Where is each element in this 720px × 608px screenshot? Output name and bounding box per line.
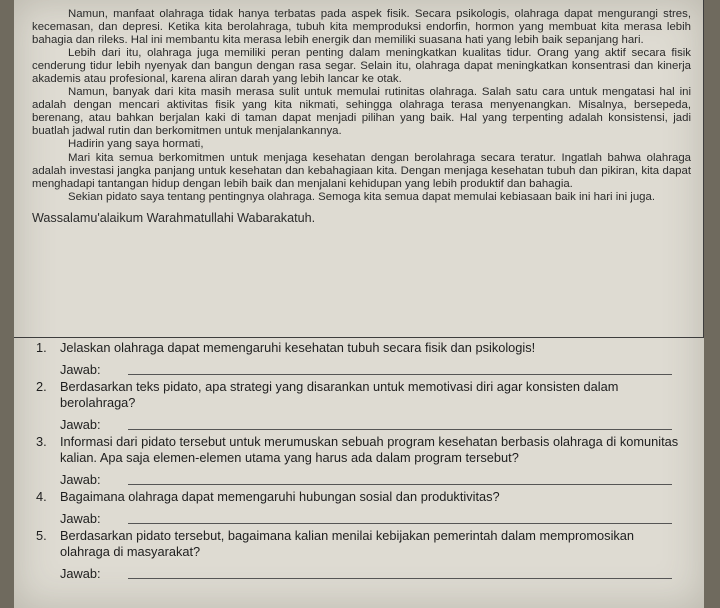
question-number: 5. xyxy=(36,528,47,543)
answer-row[interactable] xyxy=(60,414,686,434)
question-number: 1. xyxy=(36,340,47,355)
question-item xyxy=(36,528,686,560)
answer-line[interactable] xyxy=(128,374,672,375)
paragraph-sleep-quality: Lebih dari itu, olahraga juga memiliki peran penting dalam meningkatkan kualitas tidur. Orang yang aktif secara fisik cenderung tidur lebih nyenyak dan bangun dengan rasa segar. Selain itu, olahraga dapat meningkatkan konsentrasi dan kinerja akademis atau profesional, karena aliran darah yang lebih lancar ke otak. xyxy=(32,47,691,86)
question-item xyxy=(36,489,686,505)
answer-line[interactable] xyxy=(128,429,672,430)
speech-text-box xyxy=(14,0,704,338)
question-text: Jelaskan olahraga dapat memengaruhi kesehatan tubuh secara fisik dan psikologis! xyxy=(60,340,536,355)
worksheet-page xyxy=(14,0,704,608)
question-item xyxy=(36,434,686,466)
question-list xyxy=(36,340,686,583)
question-number: 2. xyxy=(36,379,47,394)
question-text: Berdasarkan pidato tersebut, bagaimana kalian menilai kebijakan pemerintah dalam mempromosikan olahraga di masyarakat? xyxy=(60,528,635,559)
answer-row[interactable] xyxy=(60,563,686,583)
question-text: Berdasarkan teks pidato, apa strategi yang disarankan untuk memotivasi diri agar konsisten dalam berolahraga? xyxy=(60,379,619,410)
paragraph-commitment: Mari kita semua berkomitmen untuk menjaga kesehatan dengan berolahraga secara teratur. Ingatlah bahwa olahraga adalah investasi jangka panjang untuk kesehatan dan kebahagiaan kita. Dengan menjaga kesehatan tubuh dan pikiran, kita dapat menghadapi tantangan hidup dengan lebih baik dan menjalani kehidupan yang lebih produktif dan bahagia. xyxy=(32,151,691,190)
answer-row[interactable] xyxy=(60,508,686,528)
paragraph-psychological-benefits: Namun, manfaat olahraga tidak hanya terbatas pada aspek fisik. Secara psikologis, olahraga dapat mengurangi stres, kecemasan, dan depresi. Ketika kita berolahraga, tubuh kita memproduksi endorfin, hormon yang membuat kita merasa lebih bahagia dan rileks. Hal ini membantu kita merasa lebih energik dan memiliki suasana hati yang lebih baik sepanjang hari. xyxy=(32,8,691,47)
paragraph-conclusion: Sekian pidato saya tentang pentingnya olahraga. Semoga kita semua dapat memulai kebiasaan baik ini hari ini juga. xyxy=(68,190,655,203)
answer-line[interactable] xyxy=(128,523,672,524)
question-item xyxy=(36,340,686,356)
answer-label: Jawab: xyxy=(60,511,101,526)
question-number: 3. xyxy=(36,434,47,449)
answer-label: Jawab: xyxy=(60,362,101,377)
paragraph-starting-routine: Namun, banyak dari kita masih merasa sulit untuk memulai rutinitas olahraga. Salah satu cara untuk mengatasi hal ini adalah dengan mencari aktivitas fisik yang kita nikmati, sehingga olahraga terasa menyenangkan. Misalnya, bersepeda, berenang, atau bahkan berjalan kaki di taman dapat menjadi pilihan yang baik. Hal yang terpenting adalah konsistensi, jadi buatlah jadwal rutin dan berkomitmen untuk menjalankannya. xyxy=(32,86,691,138)
question-text: Bagaimana olahraga dapat memengaruhi hubungan sosial dan produktivitas? xyxy=(60,489,500,504)
answer-row[interactable] xyxy=(60,469,686,489)
answer-label: Jawab: xyxy=(60,417,101,432)
answer-line[interactable] xyxy=(128,484,672,485)
question-text: Informasi dari pidato tersebut untuk merumuskan sebuah program kesehatan berbasis olahraga di komunitas kalian. Apa saja elemen-elemen utama yang harus ada dalam program tersebut? xyxy=(60,434,679,465)
answer-label: Jawab: xyxy=(60,566,101,581)
question-number: 4. xyxy=(36,489,47,504)
paragraph-greeting: Hadirin yang saya hormati, xyxy=(68,138,204,151)
answer-row[interactable] xyxy=(60,359,686,379)
answer-label: Jawab: xyxy=(60,472,101,487)
answer-line[interactable] xyxy=(128,578,672,579)
question-item xyxy=(36,379,686,411)
closing-salutation: Wassalamu'alaikum Warahmatullahi Wabarakatuh. xyxy=(32,210,316,225)
